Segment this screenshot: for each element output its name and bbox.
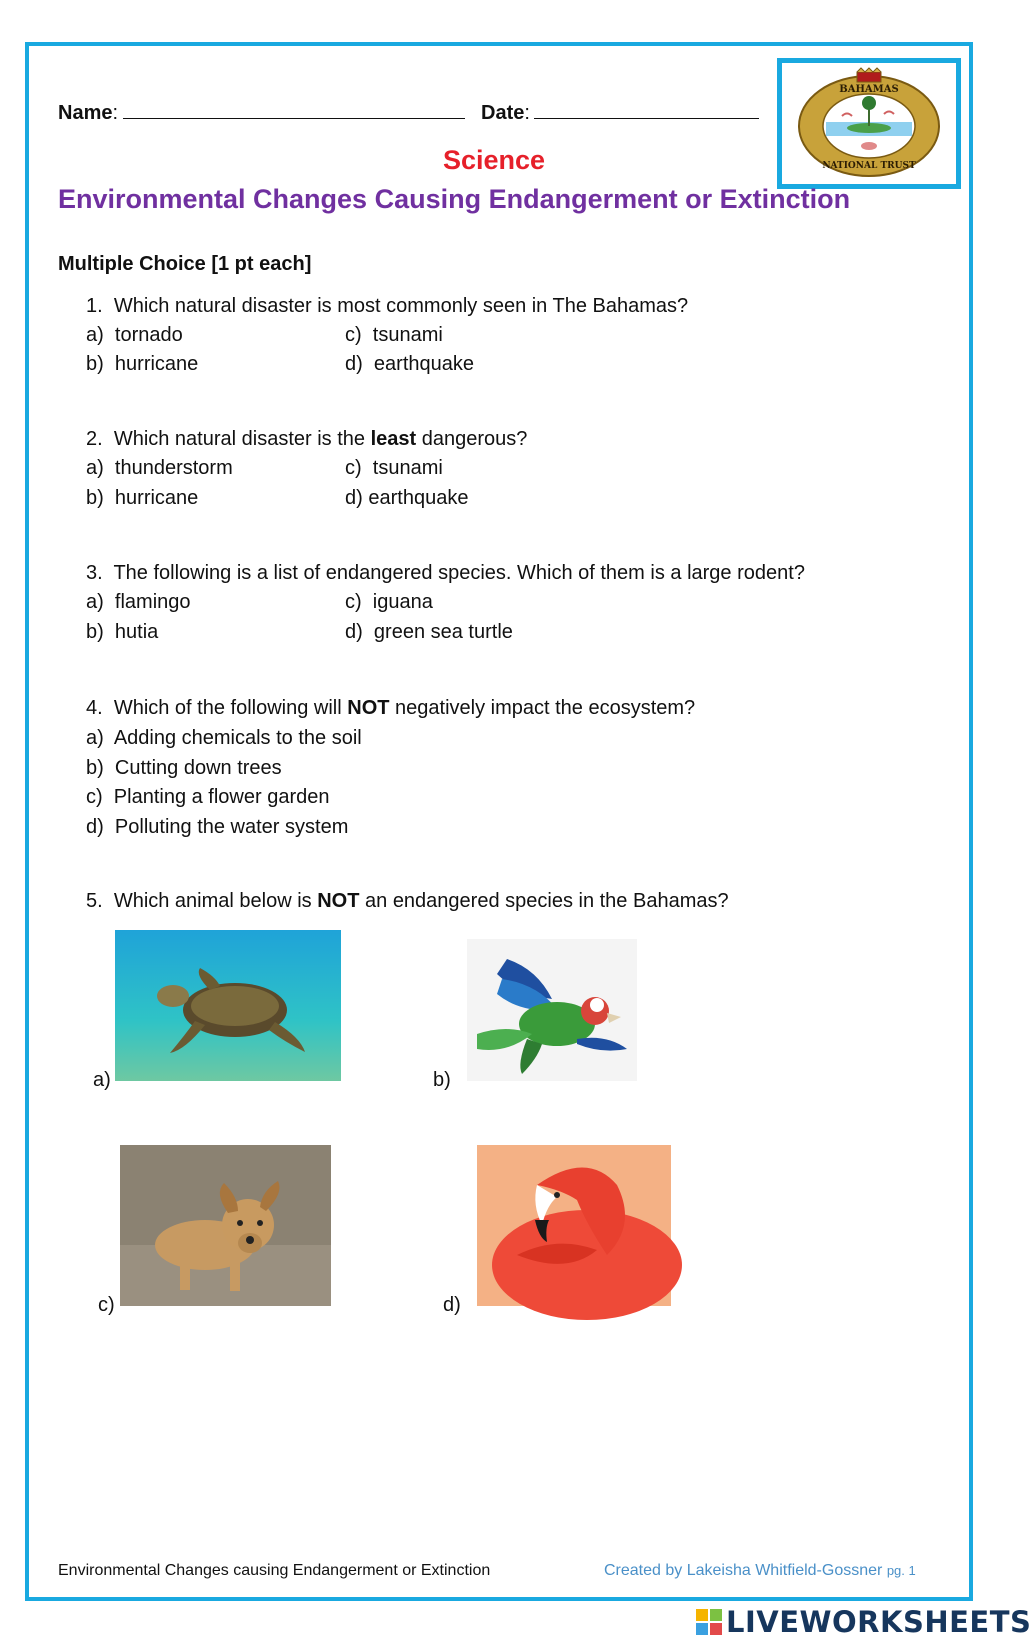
liveworksheets-icon bbox=[696, 1609, 722, 1635]
question-2: 2. Which natural disaster is the least dangerous? bbox=[86, 428, 528, 450]
date-field: Date: bbox=[481, 101, 759, 125]
logo-bottom-text: NATIONAL TRUST bbox=[822, 160, 916, 171]
footer-credit bbox=[604, 1562, 916, 1580]
footer-page-number: pg. 1 bbox=[886, 1563, 916, 1578]
subject-heading: Science bbox=[443, 145, 546, 175]
name-label: Name bbox=[58, 102, 113, 124]
q4-option-d[interactable]: d) Polluting the water system bbox=[86, 816, 349, 838]
q1-option-c[interactable]: c) tsunami bbox=[345, 324, 443, 346]
bahama-parrot-image[interactable] bbox=[467, 939, 637, 1081]
sea-turtle-image[interactable] bbox=[115, 930, 341, 1081]
name-field: Name: bbox=[58, 101, 465, 125]
section-heading: Multiple Choice [1 pt each] bbox=[58, 253, 312, 275]
liveworksheets-text: LIVEWORKSHEETS bbox=[726, 1605, 1031, 1639]
date-label: Date bbox=[481, 102, 525, 124]
name-blank-line[interactable] bbox=[123, 101, 465, 119]
q4-option-c[interactable]: c) Planting a flower garden bbox=[86, 786, 330, 808]
date-blank-line[interactable] bbox=[534, 101, 759, 119]
q5-option-d-label[interactable]: d) bbox=[443, 1294, 461, 1316]
flamingo-image[interactable] bbox=[477, 1145, 671, 1306]
dog-image[interactable] bbox=[120, 1145, 331, 1306]
q2-option-d[interactable]: d) earthquake bbox=[345, 487, 469, 509]
q3-option-d[interactable]: d) green sea turtle bbox=[345, 621, 513, 643]
q2-option-a[interactable]: a) thunderstorm bbox=[86, 457, 233, 479]
question-4: 4. Which of the following will NOT negatively impact the ecosystem? bbox=[86, 697, 696, 719]
q4-option-b[interactable]: b) Cutting down trees bbox=[86, 757, 282, 779]
q1-option-d[interactable]: d) earthquake bbox=[345, 353, 474, 375]
footer-author: Created by Lakeisha Whitfield-Gossner bbox=[604, 1562, 883, 1579]
question-5: 5. Which animal below is NOT an endangered species in the Bahamas? bbox=[86, 890, 729, 912]
logo-top-text: BAHAMAS bbox=[839, 83, 899, 95]
q1-option-a[interactable]: a) tornado bbox=[86, 324, 183, 346]
question-1: 1. Which natural disaster is most commonly seen in The Bahamas? bbox=[86, 295, 689, 317]
footer-title: Environmental Changes causing Endangerment or Extinction bbox=[58, 1562, 491, 1579]
liveworksheets-watermark[interactable] bbox=[696, 1605, 1031, 1639]
q5-option-c-label[interactable]: c) bbox=[98, 1294, 115, 1316]
worksheet-title: Environmental Changes Causing Endangerment or Extinction bbox=[58, 184, 851, 214]
q2-option-c[interactable]: c) tsunami bbox=[345, 457, 443, 479]
q5-option-a-label[interactable]: a) bbox=[93, 1069, 111, 1091]
q2-option-b[interactable]: b) hurricane bbox=[86, 487, 199, 509]
q3-option-b[interactable]: b) hutia bbox=[86, 621, 159, 643]
q5-option-b-label[interactable]: b) bbox=[433, 1069, 451, 1091]
bahamas-national-trust-logo bbox=[777, 58, 961, 189]
q4-option-a[interactable]: a) Adding chemicals to the soil bbox=[86, 727, 362, 749]
q3-option-a[interactable]: a) flamingo bbox=[86, 591, 191, 613]
q3-option-c[interactable]: c) iguana bbox=[345, 591, 433, 613]
question-3: 3. The following is a list of endangered species. Which of them is a large rodent? bbox=[86, 562, 805, 584]
trust-seal-icon bbox=[794, 68, 944, 180]
q1-option-b[interactable]: b) hurricane bbox=[86, 353, 199, 375]
